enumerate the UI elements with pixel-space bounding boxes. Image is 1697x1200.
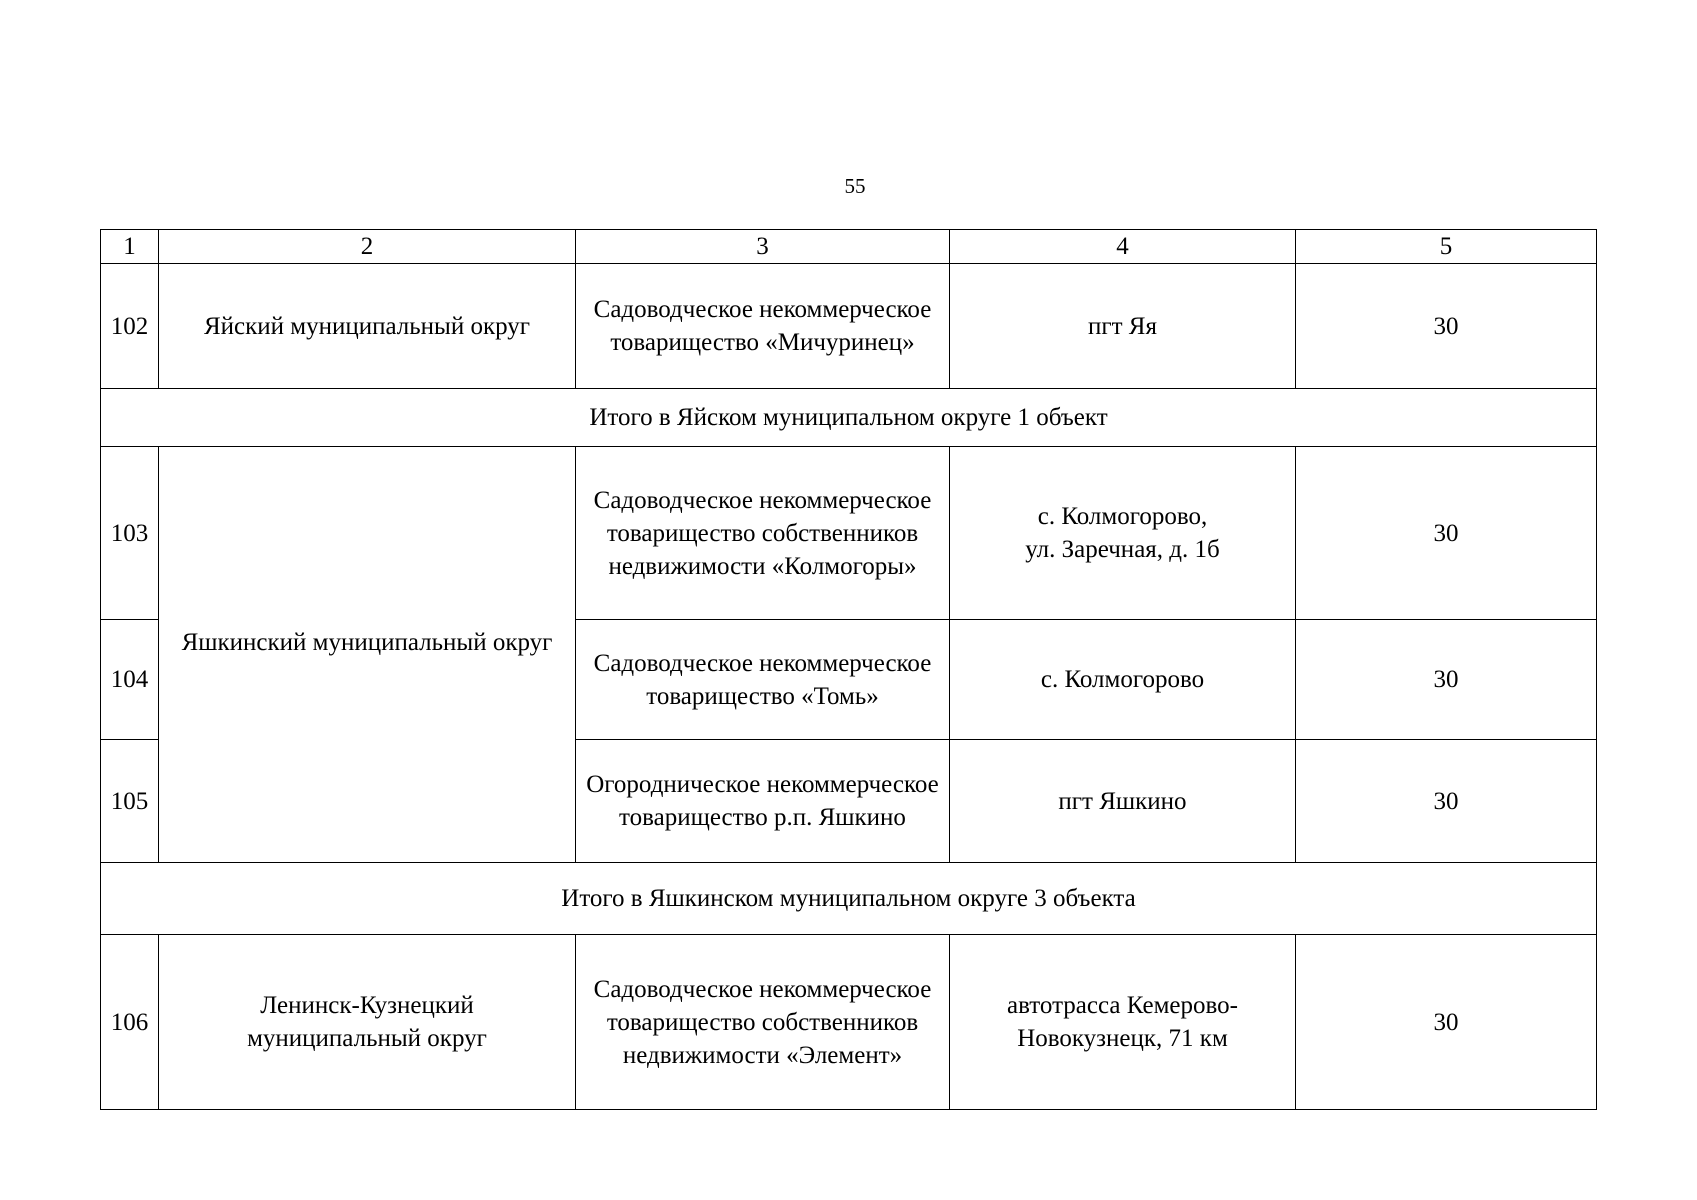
object-name-cell: Садоводческое некоммерческое товарищество собственников недвижимости «Колмогоры» [576, 447, 950, 620]
header-col-4: 4 [950, 230, 1296, 264]
district-label: Яшкинский муниципальный округ [181, 629, 553, 656]
header-col-3: 3 [576, 230, 950, 264]
page-number: 55 [844, 174, 866, 198]
header-col-2: 2 [159, 230, 576, 264]
header-row [101, 230, 1597, 264]
district-cell: Яйский муниципальный округ [159, 264, 576, 389]
row-number: 102 [101, 264, 159, 389]
row-number: 104 [101, 620, 159, 740]
total-cell: Итого в Яшкинском муниципальном округе 3 объекта [101, 863, 1597, 935]
registry-table [100, 229, 1597, 1110]
header-col-5: 5 [1296, 230, 1597, 264]
object-name-cell: Огородническое некоммерческое товарищество р.п. Яшкино [576, 740, 950, 863]
location-cell: пгт Яя [950, 264, 1296, 389]
object-name-cell: Садоводческое некоммерческое товарищество собственников недвижимости «Элемент» [576, 935, 950, 1110]
total-row [101, 389, 1597, 447]
location-line-1: с. Колмогорово, [1037, 503, 1208, 530]
district-cell [159, 447, 576, 863]
location-cell: с. Колмогорово [950, 620, 1296, 740]
table-row [101, 264, 1597, 389]
object-name-cell: Садоводческое некоммерческое товарищество «Томь» [576, 620, 950, 740]
value-cell: 30 [1296, 620, 1597, 740]
value-cell: 30 [1296, 740, 1597, 863]
value-cell: 30 [1296, 935, 1597, 1110]
header-col-1: 1 [101, 230, 159, 264]
object-name-cell: Садоводческое некоммерческое товарищество «Мичуринец» [576, 264, 950, 389]
location-line-2: ул. Заречная, д. 1б [1025, 536, 1220, 563]
row-number: 103 [101, 447, 159, 620]
value-cell: 30 [1296, 264, 1597, 389]
row-number: 105 [101, 740, 159, 863]
value-cell: 30 [1296, 447, 1597, 620]
location-cell [950, 447, 1296, 620]
total-row [101, 863, 1597, 935]
table-row [101, 447, 1597, 620]
district-cell: Ленинск-Кузнецкий муниципальный округ [159, 935, 576, 1110]
location-cell: автотрасса Кемерово-Новокузнецк, 71 км [950, 935, 1296, 1110]
location-cell: пгт Яшкино [950, 740, 1296, 863]
row-number: 106 [101, 935, 159, 1110]
total-cell: Итого в Яйском муниципальном округе 1 объект [101, 389, 1597, 447]
table-row [101, 935, 1597, 1110]
